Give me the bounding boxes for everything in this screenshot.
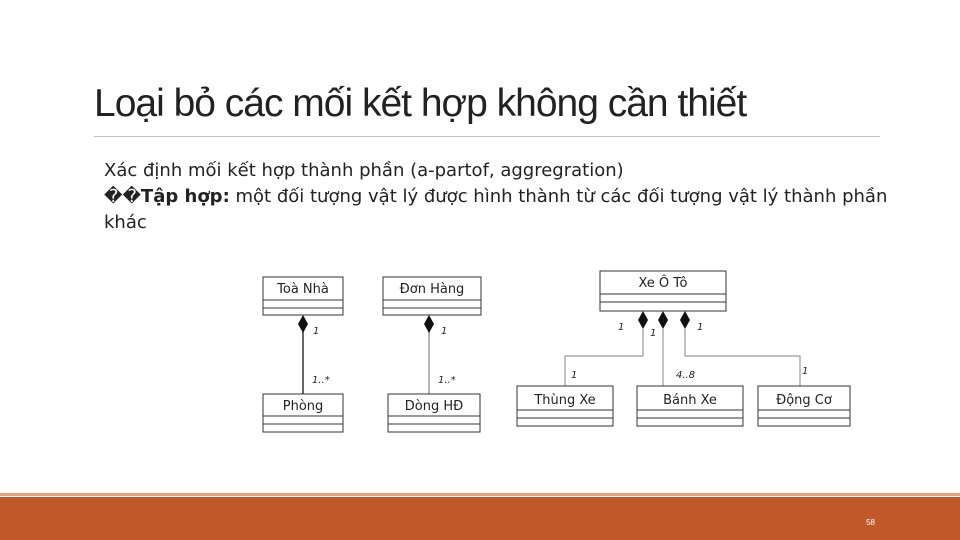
class-name: Động Cơ	[776, 393, 832, 408]
intro-line: Xác định mối kết hợp thành phần (a-partof, aggregration)	[104, 160, 624, 181]
class-name: Phòng	[282, 399, 324, 414]
class-name: Bánh Xe	[663, 393, 717, 408]
multiplicity-label: 1	[650, 328, 657, 339]
page-number: 58	[866, 518, 875, 527]
composition-diamond-icon	[298, 315, 308, 333]
multiplicity-label: 1	[571, 370, 578, 381]
footer-bar	[0, 497, 960, 540]
bullet-icon: ��	[104, 186, 141, 207]
multiplicity-label: 1	[697, 322, 704, 333]
composition-diamond-icon	[638, 311, 648, 329]
class-name: Dòng HĐ	[404, 399, 464, 414]
multiplicity-label: 4..8	[676, 370, 696, 381]
multiplicity-label: 1	[441, 326, 448, 337]
multiplicity-label: 1	[802, 366, 809, 377]
multiplicity-label: 1..*	[312, 375, 330, 386]
class-name: Thùng Xe	[534, 393, 596, 408]
composition-diamond-icon	[424, 315, 434, 333]
slide-title: Loại bỏ các mối kết hợp không cần thiết	[94, 82, 747, 125]
bullet-description: một đối tượng vật lý được hình thành từ các đối tượng vật lý thành phần khác	[104, 186, 888, 233]
class-toa-nha	[263, 277, 343, 315]
multiplicity-label: 1	[313, 326, 320, 337]
class-don-hang	[383, 277, 481, 315]
composition-diamond-icon	[658, 311, 668, 329]
bullet-term: Tập hợp:	[140, 186, 230, 207]
footer-accent-line	[0, 493, 960, 496]
association-line	[685, 329, 800, 386]
class-phong	[263, 394, 343, 432]
class-banh-xe	[637, 386, 743, 426]
class-dong-hd	[388, 394, 480, 432]
multiplicity-label: 1	[618, 322, 625, 333]
class-name: Toà Nhà	[277, 282, 329, 297]
class-name: Xe Ô Tô	[638, 276, 688, 291]
composition-diamond-icon	[680, 311, 690, 329]
class-xe-o-to	[600, 271, 726, 311]
class-name: Đơn Hàng	[399, 282, 465, 297]
class-thung-xe	[517, 386, 613, 426]
class-dong-co	[758, 386, 850, 426]
multiplicity-label: 1..*	[438, 375, 456, 386]
